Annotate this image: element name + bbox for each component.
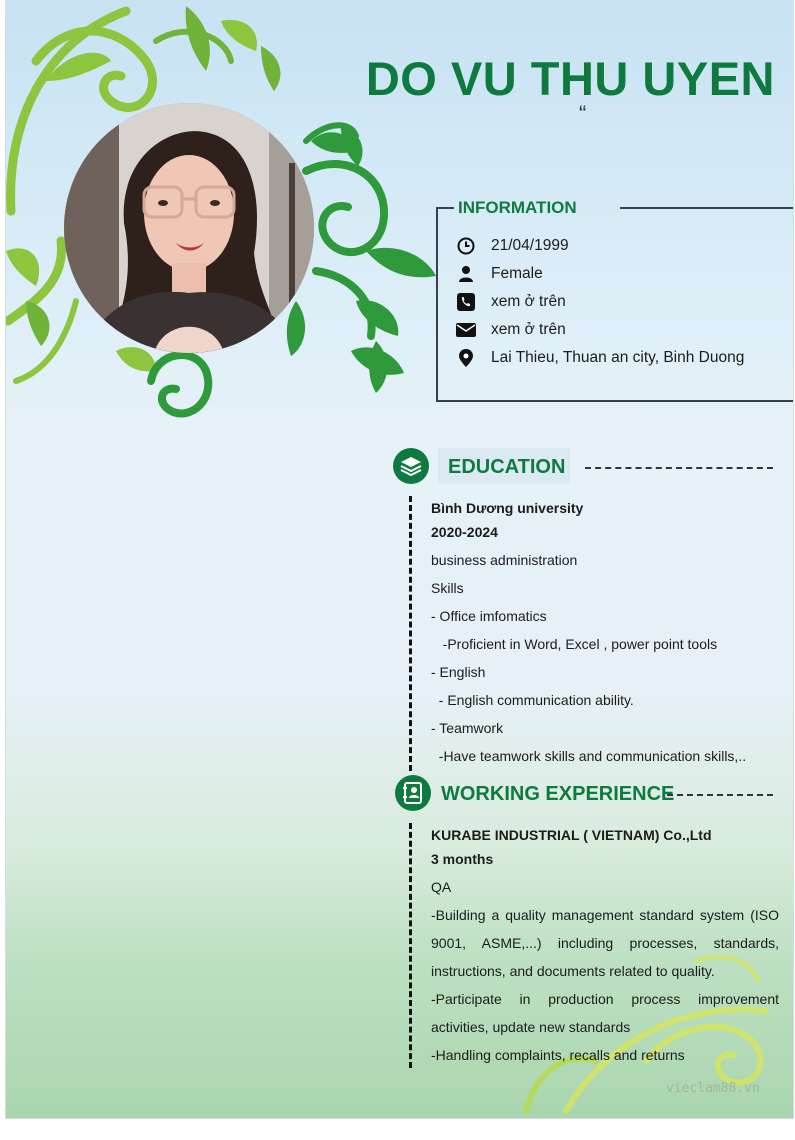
education-timeline bbox=[409, 496, 412, 771]
contact-card-icon bbox=[403, 782, 423, 804]
information-box-top-line-left bbox=[436, 207, 454, 209]
info-row-birthdate bbox=[456, 235, 569, 257]
education-school: Bình Dương university bbox=[431, 500, 584, 516]
clock-icon bbox=[456, 236, 476, 256]
experience-divider bbox=[667, 794, 773, 796]
candidate-name: DO VU THU UYEN bbox=[365, 52, 775, 105]
location-pin-icon bbox=[456, 348, 476, 368]
education-period: 2020-2024 bbox=[431, 524, 498, 540]
experience-detail: -Handling complaints, recalls and returns bbox=[431, 1047, 685, 1063]
address-text: Lai Thieu, Thuan an city, Binh Duong bbox=[491, 349, 745, 366]
education-line: business administration bbox=[431, 552, 578, 568]
envelope-icon bbox=[456, 320, 476, 340]
info-row-gender bbox=[456, 263, 543, 285]
phone-text: xem ở trên bbox=[491, 293, 566, 310]
education-line: Skills bbox=[431, 580, 464, 596]
profile-photo bbox=[64, 103, 314, 353]
education-heading: EDUCATION bbox=[448, 456, 566, 478]
phone-icon bbox=[456, 292, 476, 312]
user-icon bbox=[456, 264, 476, 284]
email-text: xem ở trên bbox=[491, 321, 566, 338]
birthdate-text: 21/04/1999 bbox=[491, 237, 569, 254]
portrait-illustration bbox=[64, 103, 314, 353]
gender-text: Female bbox=[491, 265, 543, 282]
experience-timeline bbox=[409, 823, 412, 1068]
experience-company: KURABE INDUSTRIAL ( VIETNAM) Co.,Ltd bbox=[431, 827, 712, 843]
education-content bbox=[431, 496, 779, 770]
education-section-icon bbox=[393, 448, 429, 484]
experience-duration: 3 months bbox=[431, 851, 494, 867]
education-line: - English bbox=[431, 664, 486, 680]
education-line: -Have teamwork skills and communication skills,.. bbox=[431, 748, 747, 764]
information-box-top-line-right bbox=[620, 207, 794, 209]
education-line: -Proficient in Word, Excel , power point tools bbox=[431, 636, 718, 652]
information-heading: INFORMATION bbox=[458, 198, 577, 217]
experience-role: QA bbox=[431, 879, 452, 895]
education-line: - Teamwork bbox=[431, 720, 504, 736]
experience-heading: WORKING EXPERIENCE bbox=[441, 783, 675, 805]
education-line: - English communication ability. bbox=[431, 692, 634, 708]
experience-detail: -Participate in production process improvement activities, update new standards bbox=[431, 991, 779, 1035]
quote-mark: “ bbox=[579, 101, 587, 126]
cv-page bbox=[5, 0, 794, 1119]
experience-content bbox=[431, 823, 779, 1069]
info-row-phone bbox=[456, 291, 566, 313]
watermark: vieclam88.vn bbox=[666, 1081, 760, 1096]
experience-detail: -Building a quality management standard system (ISO 9001, ASME,...) including processes, standards, instructions, and documents related to quality. bbox=[431, 907, 779, 979]
education-divider bbox=[585, 467, 773, 469]
education-line: - Office imfomatics bbox=[431, 608, 547, 624]
experience-section-icon bbox=[395, 775, 431, 811]
info-row-email bbox=[456, 319, 566, 341]
layers-icon bbox=[400, 455, 422, 477]
info-row-address bbox=[456, 347, 744, 369]
